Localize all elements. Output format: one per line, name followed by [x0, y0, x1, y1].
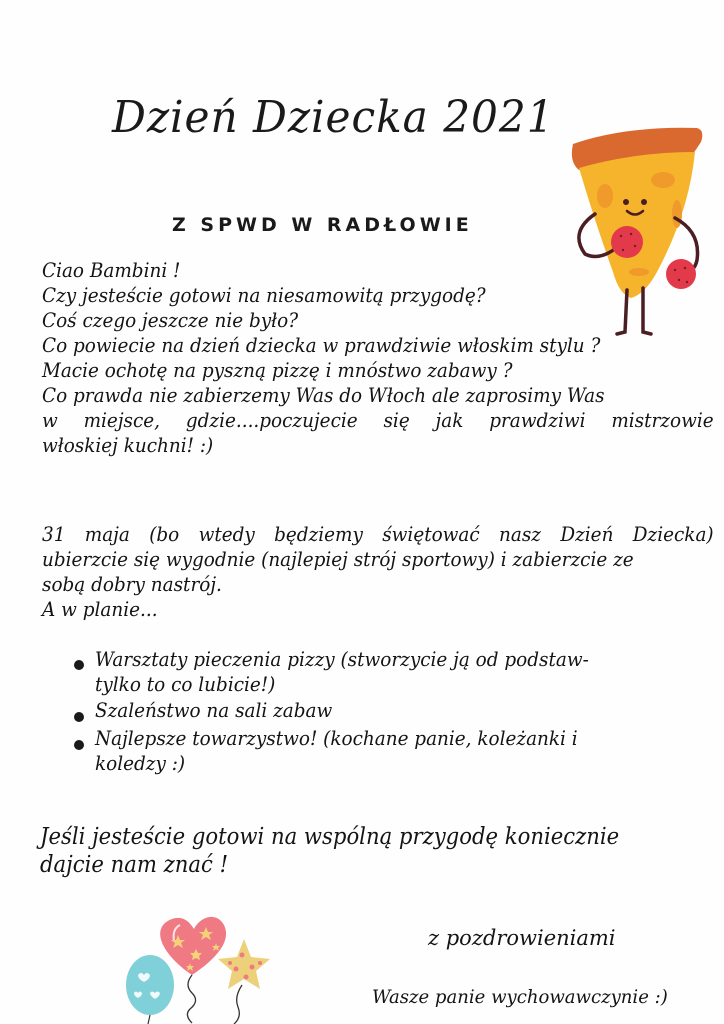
- bullet-icon: [74, 712, 84, 722]
- intro-line: w miejsce, gdzie....poczujecie się jak prawdziwi mistrzowie: [42, 408, 714, 432]
- details-line: sobą dobry nastrój.: [42, 572, 222, 596]
- signature-from: Wasze panie wychowawczynie :): [372, 986, 668, 1008]
- intro-line: Ciao Bambini !: [42, 258, 181, 282]
- page-subtitle: Z SPWD W RADŁOWIE: [172, 214, 473, 236]
- details-line: 31 maja (bo wtedy będziemy świętować nasz Dzień Dziecka): [42, 522, 714, 546]
- intro-line: Macie ochotę na pyszną pizzę i mnóstwo zabawy ?: [42, 358, 513, 382]
- plan-item-text: tylko to co lubicie!): [95, 672, 276, 696]
- intro-line: włoskiej kuchni! :): [42, 433, 214, 457]
- closing-line: dajcie nam znać !: [40, 852, 229, 878]
- balloons-icon: [120, 905, 280, 1024]
- pizza-slice-icon: [565, 122, 715, 337]
- intro-line: Co prawda nie zabierzemy Was do Włoch ale zaprosimy Was: [42, 383, 605, 407]
- bullet-icon: [74, 740, 84, 750]
- intro-line: Czy jesteście gotowi na niesamowitą przygodę?: [42, 283, 486, 307]
- intro-line: Coś czego jeszcze nie było?: [42, 308, 299, 332]
- signature-greeting: z pozdrowieniami: [428, 926, 616, 950]
- details-line: A w planie...: [42, 597, 158, 621]
- bullet-icon: [74, 660, 84, 670]
- plan-item-text: Warsztaty pieczenia pizzy (stworzycie ją od podstaw-: [95, 647, 589, 671]
- plan-item-text: Szaleństwo na sali zabaw: [95, 698, 333, 722]
- intro-line: Co powiecie na dzień dziecka w prawdziwie włoskim stylu ?: [42, 333, 601, 357]
- page-title: Dzień Dziecka 2021: [112, 92, 555, 143]
- closing-line: Jeśli jesteście gotowi na wspólną przygodę koniecznie: [40, 824, 620, 850]
- plan-item-text: koledzy :): [95, 751, 186, 775]
- details-line: ubierzcie się wygodnie (najlepiej strój sportowy) i zabierzcie ze: [42, 547, 634, 571]
- plan-item-text: Najlepsze towarzystwo! (kochane panie, koleżanki i: [95, 726, 578, 750]
